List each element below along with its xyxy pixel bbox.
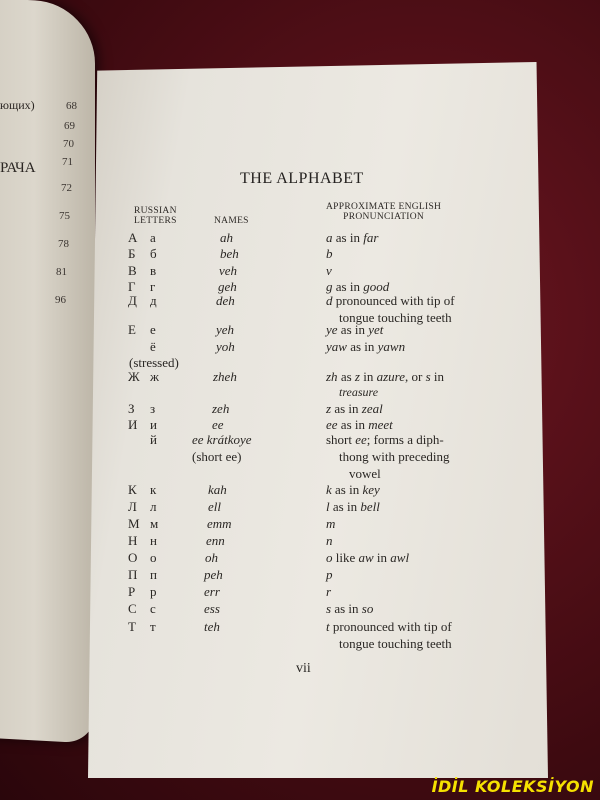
- lowercase-letter: л: [150, 499, 157, 514]
- lowercase-letter: е: [150, 322, 156, 337]
- pronunciation: [326, 263, 332, 279]
- letter-name: veh: [219, 263, 238, 278]
- pronunciation-example: azure: [376, 369, 405, 384]
- table-row: [0, 432, 600, 450]
- letter-name-continued: (short ee): [192, 449, 242, 464]
- pronunciation: [326, 432, 444, 448]
- pronunciation-example: key: [362, 482, 380, 497]
- pronunciation: [326, 619, 452, 635]
- pronunciation: [326, 499, 380, 515]
- pronunciation-example: n: [326, 533, 333, 548]
- letter-name: geh: [218, 279, 237, 294]
- pronunciation-text: like: [332, 550, 359, 565]
- pronunciation-example: aw: [358, 550, 374, 565]
- uppercase-letter: Е: [128, 322, 136, 337]
- letter-name: enn: [206, 533, 225, 548]
- lowercase-letter: п: [150, 567, 157, 582]
- letter-name: yeh: [216, 322, 235, 337]
- pronunciation-example: zh: [326, 369, 338, 384]
- pronunciation-example: treasure: [339, 385, 379, 399]
- pronunciation: [326, 293, 455, 309]
- pronunciation-text: as in: [337, 322, 369, 337]
- pronunciation: [326, 601, 373, 617]
- pronunciation-example: so: [361, 601, 374, 616]
- pronunciation-example: d: [326, 293, 333, 308]
- uppercase-letter: Б: [128, 246, 136, 261]
- pronunciation-text: in: [430, 369, 445, 384]
- letter-name: ess: [204, 601, 220, 616]
- table-row: [0, 339, 600, 357]
- pronunciation-example: s: [425, 369, 431, 384]
- pronunciation-text: as in: [329, 499, 361, 514]
- pronunciation-text: as in: [332, 230, 364, 245]
- lowercase-letter: а: [150, 230, 156, 245]
- pronunciation: [326, 417, 393, 433]
- pronunciation: [326, 482, 380, 498]
- uppercase-letter: Д: [128, 293, 137, 308]
- uppercase-letter: Н: [128, 533, 138, 548]
- pronunciation-example: z: [326, 401, 332, 416]
- pronunciation-example: b: [326, 246, 333, 261]
- pronunciation-continued: thong with preceding: [339, 449, 450, 464]
- pronunciation: [326, 584, 331, 600]
- uppercase-letter: И: [128, 417, 138, 432]
- pronunciation-example: ee: [355, 432, 367, 447]
- pronunciation-example: yaw: [326, 339, 347, 354]
- pronunciation-example: zeal: [361, 401, 383, 416]
- lowercase-letter: н: [150, 533, 157, 548]
- left-page-fragment: ющих): [0, 98, 35, 112]
- pronunciation-example: awl: [390, 550, 410, 565]
- pronunciation-text: pronounced with tip of: [332, 293, 455, 308]
- header-pronunciation: [326, 202, 441, 222]
- pronunciation-text: as in: [337, 417, 369, 432]
- pronunciation-text: ; forms a diph-: [366, 432, 444, 447]
- pronunciation-text: in: [373, 550, 391, 565]
- table-row: [0, 293, 600, 311]
- pronunciation: [326, 401, 383, 417]
- table-row: [0, 322, 600, 340]
- lowercase-letter: ё: [150, 339, 156, 354]
- pronunciation-text: in: [359, 369, 377, 384]
- table-row: [0, 246, 600, 264]
- pronunciation-example: a: [326, 230, 333, 245]
- letter-name: oh: [205, 550, 218, 565]
- letter-name: zeh: [212, 401, 230, 416]
- header-line: APPROXIMATE ENGLISH: [326, 202, 442, 212]
- letter-name: ee krátkoye: [192, 432, 252, 447]
- lowercase-letter: и: [150, 417, 157, 432]
- table-row: [0, 567, 600, 585]
- lowercase-letter: м: [150, 516, 159, 531]
- pronunciation-example: l: [326, 499, 330, 514]
- pronunciation-example: v: [326, 263, 332, 278]
- lowercase-letter: с: [150, 601, 156, 616]
- uppercase-letter: В: [128, 263, 137, 278]
- pronunciation-example: far: [363, 230, 379, 245]
- left-page-number: 72: [61, 182, 72, 194]
- pronunciation-example: r: [326, 584, 332, 599]
- letter-name: err: [204, 584, 220, 599]
- pronunciation: [326, 369, 444, 385]
- letter-name: teh: [204, 619, 220, 634]
- pronunciation: [326, 516, 335, 532]
- uppercase-letter: Ж: [128, 369, 140, 384]
- letter-name: yoh: [216, 339, 235, 354]
- table-row: [0, 601, 600, 619]
- pronunciation-example: g: [326, 279, 333, 294]
- pronunciation-text: as in: [331, 482, 363, 497]
- pronunciation-example: s: [326, 601, 332, 616]
- pronunciation-text: as in: [331, 401, 362, 416]
- letter-name: ee: [212, 417, 224, 432]
- pronunciation-example: bell: [360, 499, 380, 514]
- header-line: RUSSIAN: [134, 206, 177, 216]
- pronunciation-text: as in: [346, 339, 378, 354]
- pronunciation-text: as in: [331, 601, 362, 616]
- pronunciation-text: as in: [332, 279, 364, 294]
- letter-name: peh: [204, 567, 223, 582]
- pronunciation-example: good: [363, 279, 390, 294]
- pronunciation-example: z: [354, 369, 360, 384]
- pronunciation: [326, 230, 378, 246]
- left-page-number: 69: [64, 120, 75, 132]
- pronunciation-example: k: [326, 482, 332, 497]
- pronunciation-example: ee: [326, 417, 338, 432]
- lowercase-letter: о: [150, 550, 157, 565]
- pronunciation-continued: vowel: [349, 466, 381, 481]
- lowercase-letter: г: [150, 279, 156, 294]
- pronunciation-text: pronounced with tip of: [329, 619, 452, 634]
- pronunciation: [326, 246, 333, 262]
- letter-name: ell: [208, 499, 221, 514]
- lowercase-letter: р: [150, 584, 157, 599]
- pronunciation-example: m: [326, 516, 336, 531]
- lowercase-letter: й: [150, 432, 157, 447]
- uppercase-letter: Л: [128, 499, 137, 514]
- letter-name: beh: [220, 246, 239, 261]
- left-page-number: 81: [56, 266, 67, 278]
- pronunciation-text: short: [326, 432, 356, 447]
- letter-name: emm: [207, 516, 232, 531]
- table-row: [0, 619, 600, 637]
- uppercase-letter: П: [128, 567, 138, 582]
- pronunciation: [326, 339, 405, 355]
- uppercase-letter: С: [128, 601, 137, 616]
- lowercase-letter: з: [150, 401, 156, 416]
- pronunciation-example: yawn: [377, 339, 406, 354]
- pronunciation-example: yet: [368, 322, 384, 337]
- pronunciation: [326, 567, 333, 583]
- pronunciation: [326, 322, 383, 338]
- lowercase-letter: т: [150, 619, 156, 634]
- pronunciation: [326, 550, 409, 566]
- pronunciation: [326, 533, 333, 549]
- uppercase-letter: К: [128, 482, 137, 497]
- left-page-number: 71: [62, 156, 73, 168]
- lowercase-letter: б: [150, 246, 157, 261]
- uppercase-letter: Р: [128, 584, 136, 599]
- letter-name: kah: [208, 482, 227, 497]
- header-names: NAMES: [214, 216, 249, 226]
- pronunciation-example: p: [326, 567, 333, 582]
- page-title: THE ALPHABET: [240, 170, 364, 187]
- stressed-note: (stressed): [129, 355, 179, 370]
- table-row: [0, 369, 600, 387]
- lowercase-letter: д: [150, 293, 157, 308]
- left-page-number: 96: [55, 294, 66, 306]
- pronunciation-example: o: [326, 550, 333, 565]
- lowercase-letter: ж: [150, 369, 159, 384]
- pronunciation-text: as: [337, 369, 355, 384]
- pronunciation-continued: tongue touching teeth: [339, 636, 452, 651]
- uppercase-letter: М: [128, 516, 140, 531]
- uppercase-letter: Г: [128, 279, 136, 294]
- pronunciation-example: meet: [368, 417, 393, 432]
- table-row: [0, 516, 600, 534]
- table-row: [0, 482, 600, 500]
- page-number: vii: [296, 661, 311, 676]
- uppercase-letter: А: [128, 230, 138, 245]
- lowercase-letter: в: [150, 263, 157, 278]
- watermark-logo: İDİL KOLEKSİYON: [431, 777, 594, 796]
- left-page-number: 68: [66, 100, 77, 112]
- uppercase-letter: О: [128, 550, 138, 565]
- letter-name: zheh: [213, 369, 237, 384]
- letter-name: deh: [216, 293, 235, 308]
- table-row: [0, 550, 600, 568]
- left-page-number: 78: [58, 238, 69, 250]
- pronunciation-text: , or: [405, 369, 426, 384]
- pronunciation-example: t: [326, 619, 330, 634]
- left-page-number: 70: [63, 138, 74, 150]
- header-line: LETTERS: [134, 216, 177, 226]
- header-russian-letters: [134, 206, 177, 226]
- left-page-number: 75: [59, 210, 70, 222]
- left-page-fragment: РАЧА: [0, 160, 36, 176]
- letter-name: ah: [220, 230, 233, 245]
- uppercase-letter: З: [128, 401, 135, 416]
- table-row: [0, 584, 600, 602]
- lowercase-letter: к: [150, 482, 157, 497]
- table-row: [0, 533, 600, 551]
- pronunciation-continued: tongue touching teeth: [339, 310, 452, 325]
- table-row: [0, 499, 600, 517]
- header-line: PRONUNCIATION: [343, 212, 425, 222]
- pronunciation-example: ye: [326, 322, 338, 337]
- uppercase-letter: Т: [128, 619, 136, 634]
